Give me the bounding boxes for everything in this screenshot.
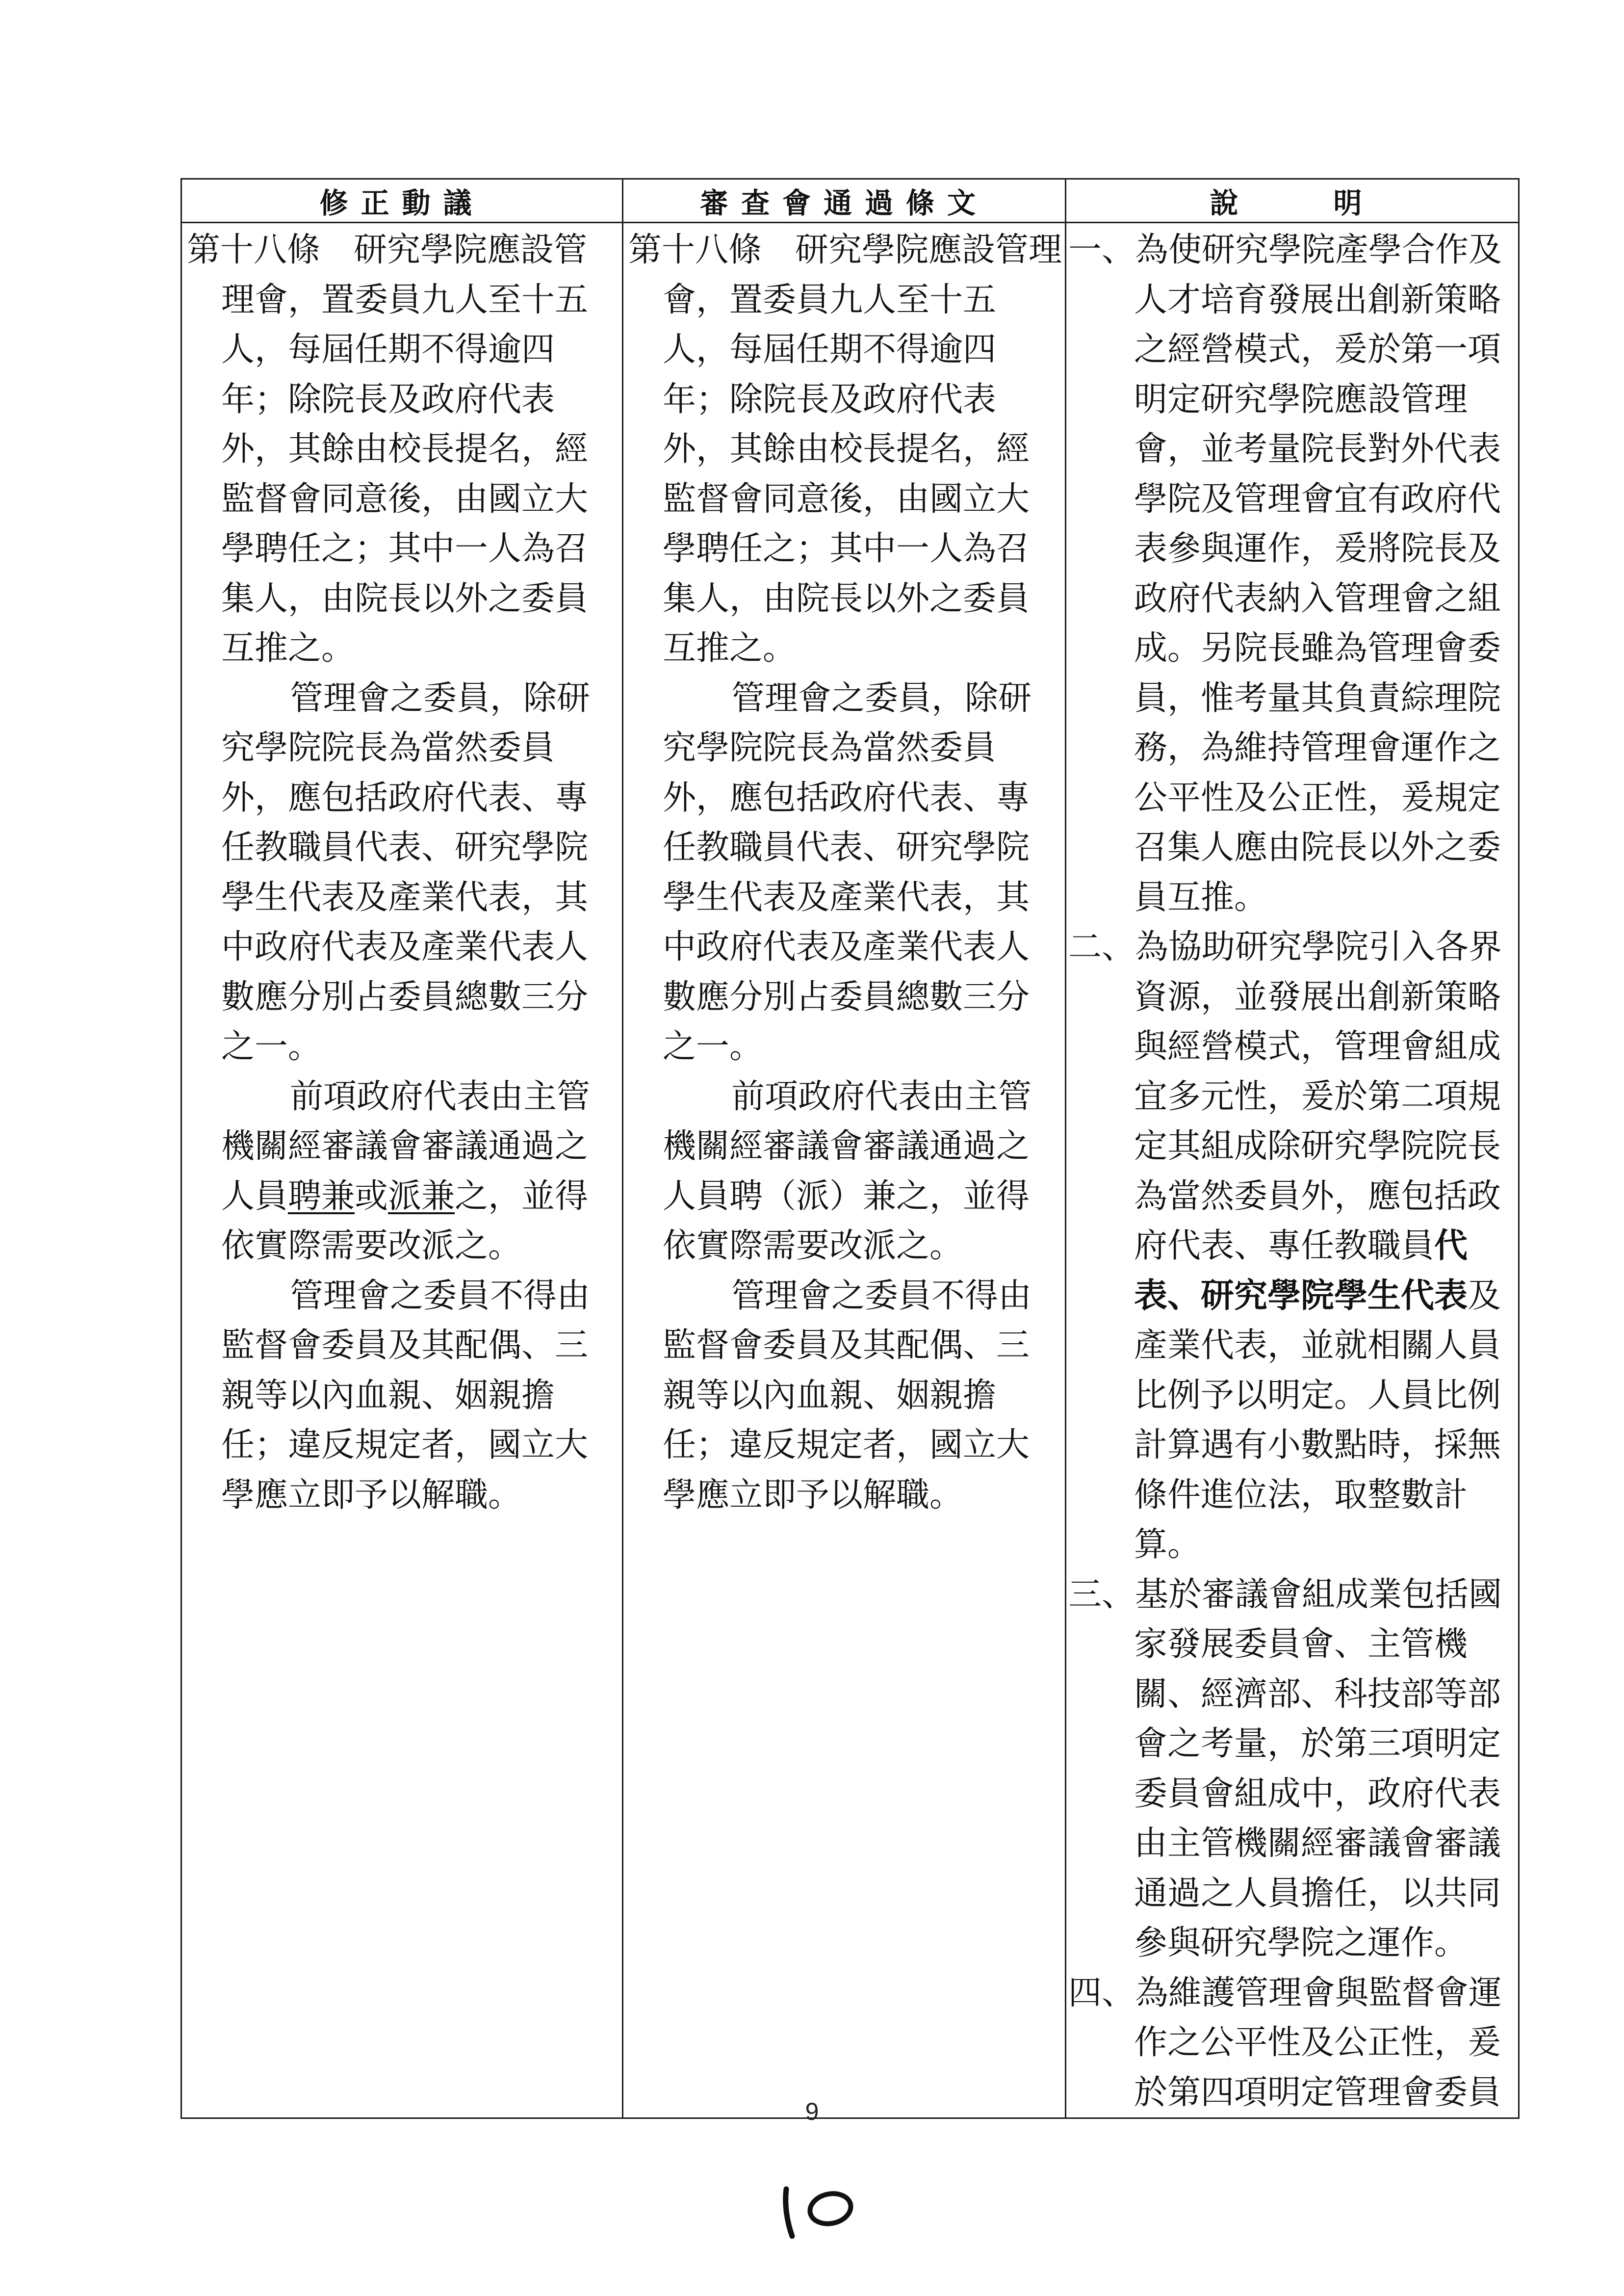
motion-paragraph-3 [187, 1072, 619, 1271]
note-4: 四、為維護管理會與監督會運作之公平性及公正性，爰於第四項明定管理會委員 [1068, 1973, 1502, 2112]
explanation-column [1066, 223, 1519, 2118]
header-passed-text: 審查會通過條文 [623, 179, 1066, 223]
table-row [181, 223, 1519, 2118]
comparison-table [180, 178, 1520, 2119]
passed-paragraph-3: 前項政府代表由主管機關經審議會審議通過之人員聘（派）兼之，並得依實際需要改派之。 [663, 1077, 1032, 1265]
motion-paragraph-2: 管理會之委員，除研究學院院長為當然委員外，應包括政府代表、專任教職員代表、研究學院學生代表及產業代表，其中政府代表及產業代表人數應分別占委員總數三分之一。 [221, 678, 591, 1066]
motion-p3-underlined-2: 派兼 [388, 1176, 455, 1216]
handwritten-number-drawing [773, 2178, 861, 2242]
passed-column [623, 223, 1066, 2118]
header-explanation: 說 明 [1066, 179, 1519, 223]
page-number: 9 [805, 2098, 819, 2125]
motion-article: 第十八條 研究學院應設管理會，置委員九人至十五人，每屆任期不得逾四年；除院長及政府代表外，其餘由校長提名，經監督會同意後，由國立大學聘任之；其中一人為召集人，由院長以外之委員互推之。 [187, 231, 589, 668]
note-3: 三、基於審議會組成業包括國家發展委員會、主管機關、經濟部、科技部等部會之考量，於第三項明定委員會組成中，政府代表由主管機關經審議會審議通過之人員擔任，以共同參與研究學院之運作。 [1068, 1575, 1502, 1962]
note-2-bold: 代表、研究學院學生代表 [1134, 1226, 1468, 1315]
note-2-after: 及產業代表，並就相關人員比例予以明定。人員比例計算遇有小數點時，採無條件進位法，取整數計算。 [1134, 1276, 1501, 1564]
motion-p3-before: 前項政府代表由主管機關經審議會審議通過之人員 [221, 1077, 591, 1216]
header-motion: 修正動議 [181, 179, 623, 223]
motion-paragraph-4: 管理會之委員不得由監督會委員及其配偶、三親等以內血親、姻親擔任；違反規定者，國立大學應立即予以解職。 [221, 1276, 591, 1514]
passed-paragraph-4: 管理會之委員不得由監督會委員及其配偶、三親等以內血親、姻親擔任；違反規定者，國立大學應立即予以解職。 [663, 1276, 1032, 1514]
passed-article: 第十八條 研究學院應設管理會，置委員九人至十五人，每屆任期不得逾四年；除院長及政府代表外，其餘由校長提名，經監督會同意後，由國立大學聘任之；其中一人為召集人，由院長以外之委員互推之。 [628, 231, 1062, 668]
motion-p3-after: 之，並得依實際需要改派之。 [221, 1176, 589, 1265]
motion-column [181, 223, 623, 2118]
passed-paragraph-2: 管理會之委員，除研究學院院長為當然委員外，應包括政府代表、專任教職員代表、研究學院學生代表及產業代表，其中政府代表及產業代表人數應分別占委員總數三分之一。 [663, 678, 1032, 1066]
note-2-before: 二、為協助研究學院引入各界資源，並發展出創新策略與經營模式，管理會組成宜多元性，爰於第二項規定其組成除研究學院院長為當然委員外，應包括政府代表、專任教職員 [1068, 928, 1502, 1265]
note-2 [1068, 922, 1515, 1570]
note-1: 一、為使研究學院產學合作及人才培育發展出創新策略之經營模式，爰於第一項明定研究學院應設管理會，並考量院長對外代表學院及管理會宜有政府代表參與運作，爰將院長及政府代表納入管理會之組成。另院長雖為管理會委員，惟考量其負責綜理院務，為維持管理會運作之公平性及公正性，爰規定召集人應由院長以外之委員互推。 [1068, 231, 1502, 917]
motion-p3-underlined-1: 聘兼 [288, 1176, 355, 1216]
handwritten-page-number [773, 2178, 861, 2244]
table-header-row [181, 179, 1519, 223]
motion-p3-middle: 或 [355, 1176, 388, 1216]
